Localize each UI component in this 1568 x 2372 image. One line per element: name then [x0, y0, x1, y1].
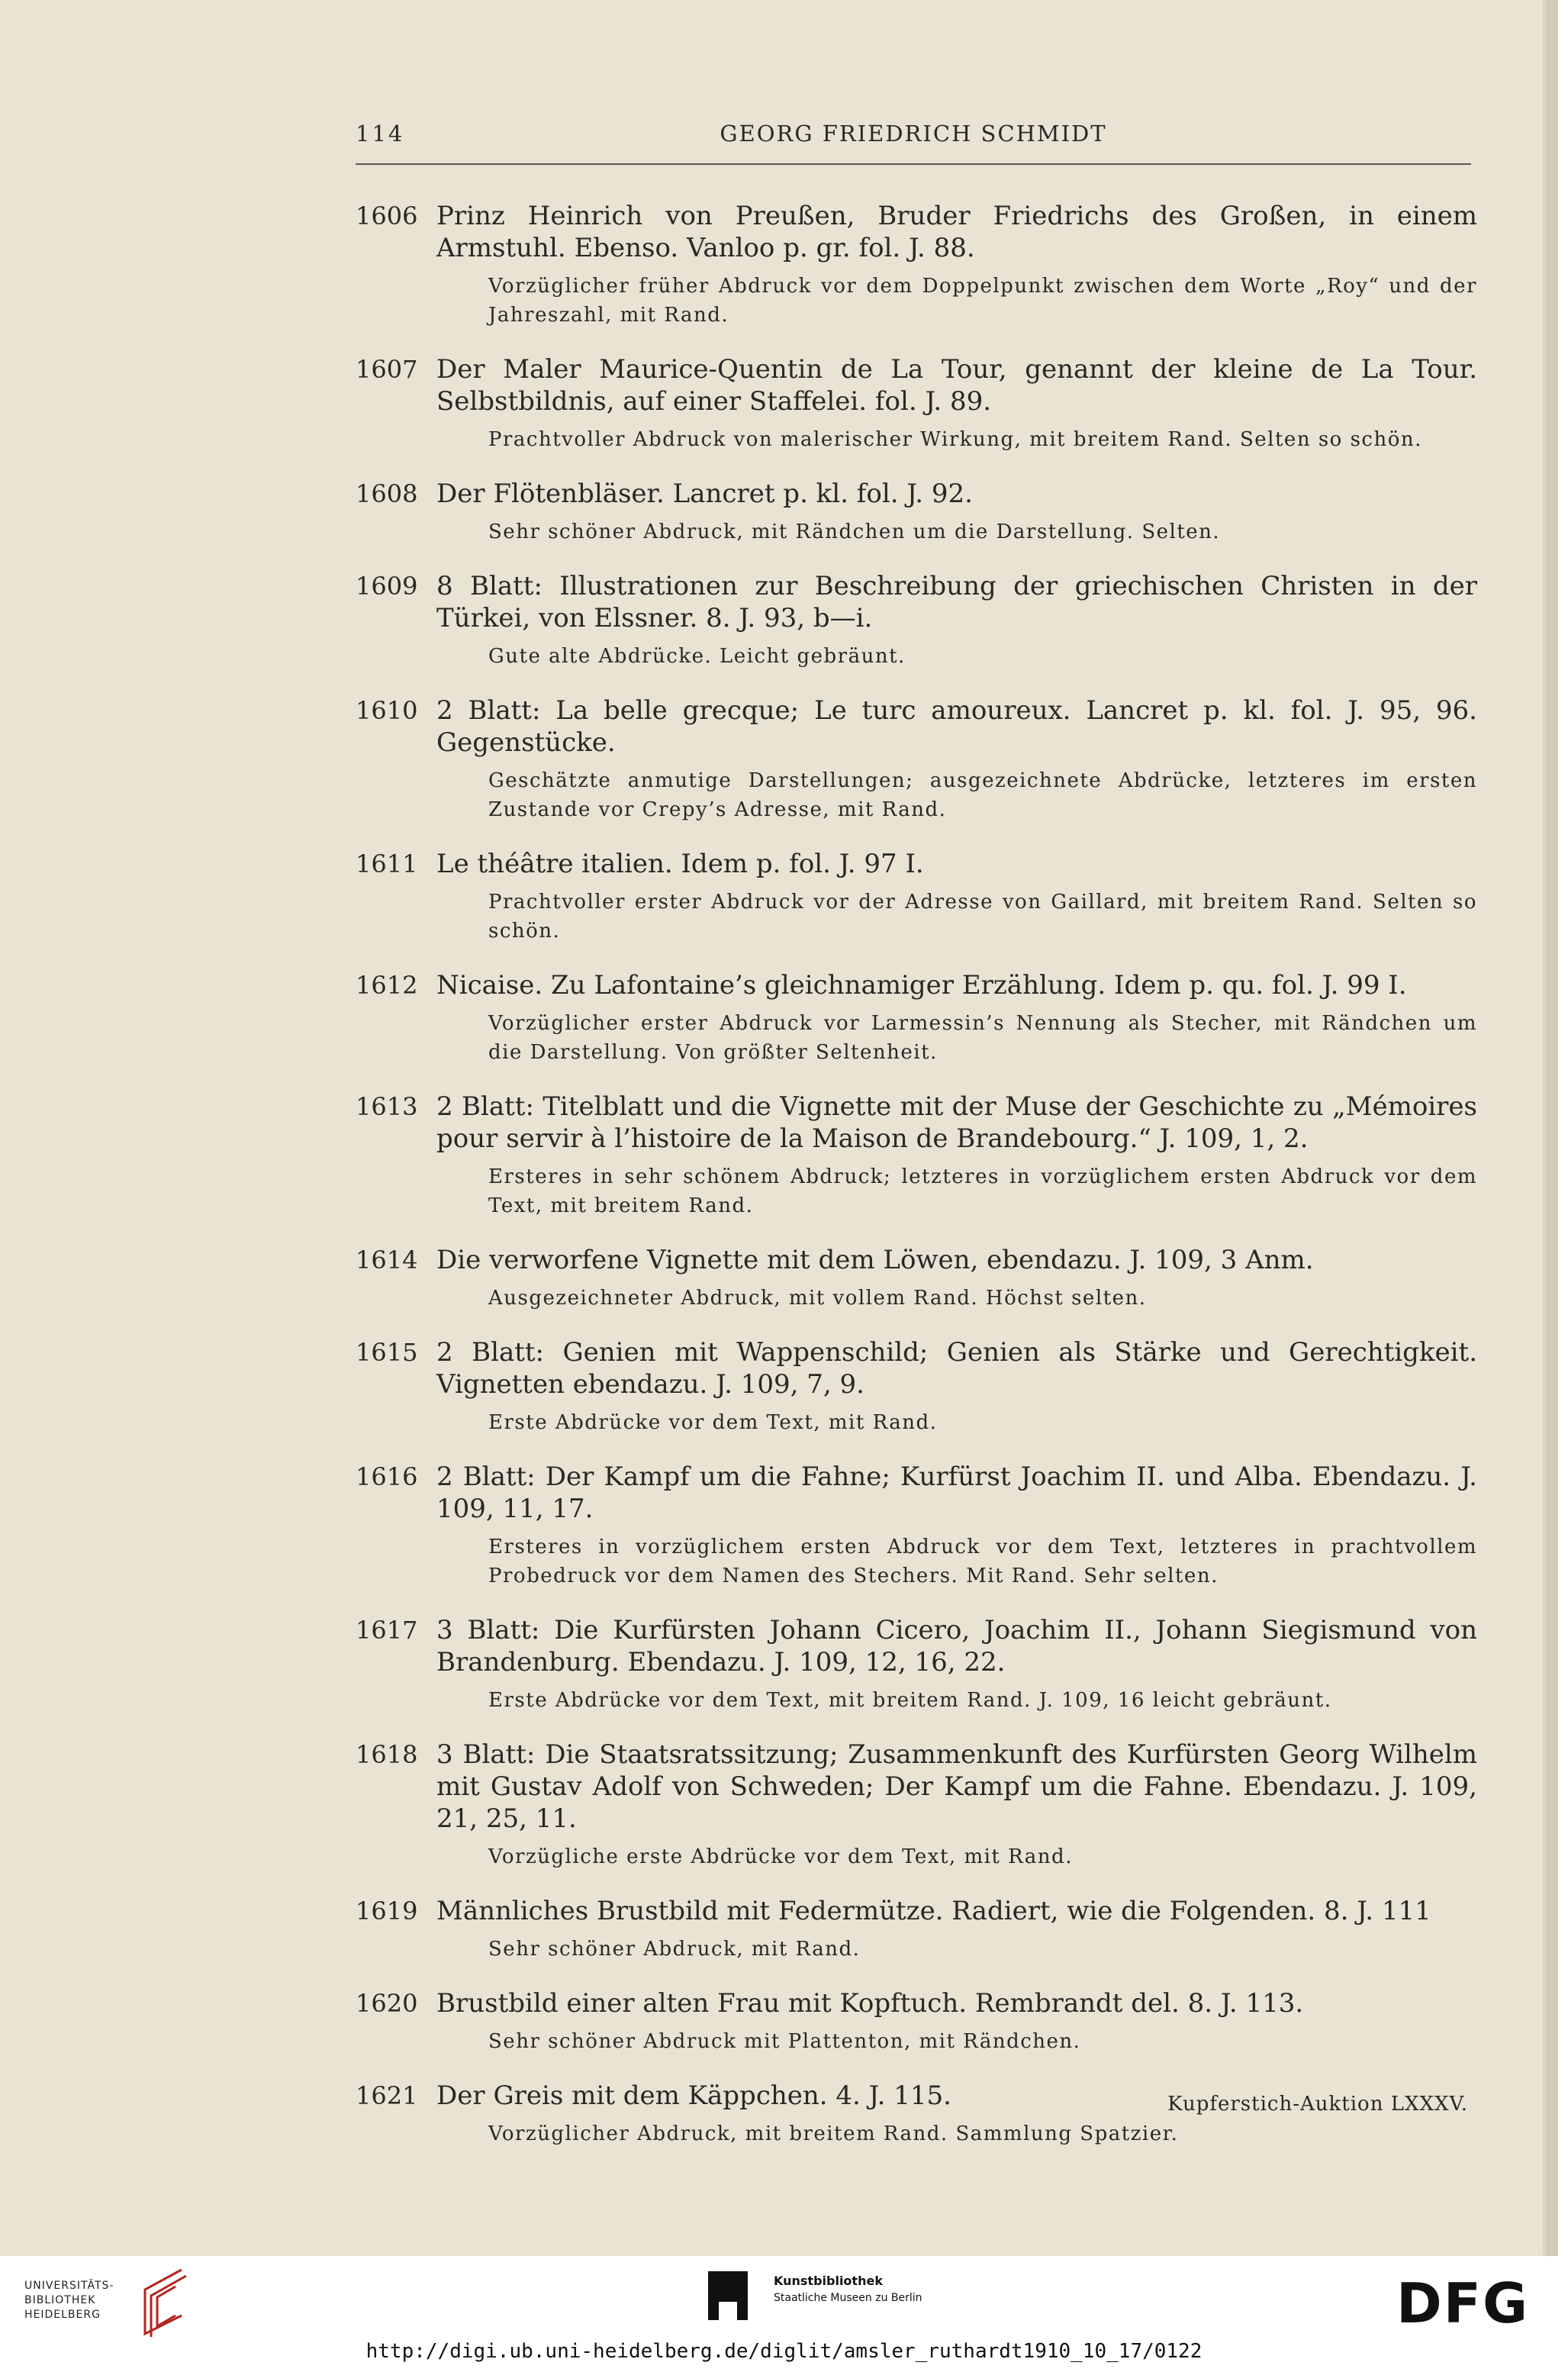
catalogue-entry — [356, 695, 1477, 824]
lot-title: 2 Blatt: Der Kampf um die Fahne; Kurfürst Joachim II. und Alba. Ebendazu. J. 109, 11, 17. — [436, 1462, 1477, 1524]
lot-title: Brustbild einer alten Frau mit Kopftuch. Rembrandt del. 8. J. 113. — [436, 1988, 1304, 2019]
lot-number: 1619 — [356, 1897, 418, 1926]
ub-line: HEIDELBERG — [24, 2309, 101, 2321]
lot-number: 1613 — [356, 1092, 418, 1121]
lot-description: Erste Abdrücke vor dem Text, mit Rand. — [488, 1411, 938, 1434]
lot-title: Prinz Heinrich von Preußen, Bruder Friedrichs des Großen, in einem Armstuhl. Ebenso. Vanloo p. gr. fol. J. 88. — [436, 201, 1477, 263]
page-header — [356, 121, 1471, 156]
lot-title: Der Maler Maurice-Quentin de La Tour, genannt der kleine de La Tour. Selbstbildnis, auf einer Staffelei. fol. J. 89. — [436, 354, 1477, 417]
kunstbibliothek-logo-text — [774, 2273, 922, 2306]
entry-main-line — [356, 1244, 1477, 1276]
lot-description: Ersteres in vorzüglichem ersten Abdruck vor dem Text, letzteres in prachtvollem Probedruck vor dem Namen des Stechers. Mit Rand. Sehr selten. — [488, 1536, 1477, 1587]
lot-description: Erste Abdrücke vor dem Text, mit breitem Rand. J. 109, 16 leicht gebräunt. — [488, 1689, 1332, 1712]
lot-number: 1617 — [356, 1616, 418, 1645]
catalogue-entry — [356, 570, 1477, 671]
lot-number: 1620 — [356, 1989, 418, 2018]
lot-title: Männliches Brustbild mit Federmütze. Radiert, wie die Folgenden. 8. J. 111 — [436, 1896, 1431, 1926]
lot-title: 2 Blatt: Titelblatt und die Vignette mit der Muse der Geschichte zu „Mémoires pour servir à l’histoire de la Maison de Brandebourg.“ J. 109, 1, 2. — [436, 1091, 1477, 1154]
ub-heidelberg-logo-text[interactable] — [24, 2279, 114, 2322]
catalogue-entry — [356, 848, 1477, 946]
entry-main-line — [356, 969, 1477, 1001]
entry-main-line — [356, 848, 1477, 880]
lot-title: Der Greis mit dem Käppchen. 4. J. 115. — [436, 2080, 951, 2111]
catalogue-entry — [356, 1614, 1477, 1715]
lot-description: Ersteres in sehr schönem Abdruck; letzteres in vorzüglichem ersten Abdruck vor dem Text, mit breitem Rand. — [488, 1165, 1477, 1217]
lot-title: Der Flötenbläser. Lancret p. kl. fol. J. 92. — [436, 479, 973, 509]
page-edge — [1546, 0, 1558, 2256]
catalogue-entry — [356, 1336, 1477, 1437]
catalogue-entry — [356, 1461, 1477, 1590]
lot-description: Prachtvoller Abdruck von malerischer Wirkung, mit breitem Rand. Selten so schön. — [488, 428, 1422, 451]
lot-title: 3 Blatt: Die Kurfürsten Johann Cicero, Joachim II., Johann Siegismund von Brandenburg. Ebendazu. J. 109, 12, 16, 22. — [436, 1615, 1477, 1677]
entry-main-line — [356, 570, 1477, 634]
lot-number: 1616 — [356, 1462, 418, 1491]
lot-number: 1618 — [356, 1740, 418, 1769]
entry-main-line — [356, 353, 1477, 417]
lot-number: 1611 — [356, 849, 418, 878]
catalogue-entries — [356, 200, 1477, 2172]
kb-subtitle: Staatliche Museen zu Berlin — [774, 2292, 922, 2304]
entry-main-line — [356, 478, 1477, 510]
lot-title: 2 Blatt: Genien mit Wappenschild; Genien als Stärke und Gerechtigkeit. Vignetten ebendazu. J. 109, 7, 9. — [436, 1337, 1477, 1400]
lot-description: Geschätzte anmutige Darstellungen; ausgezeichnete Abdrücke, letzteres im ersten Zustande vor Crepy’s Adresse, mit Rand. — [488, 769, 1477, 821]
lot-title: Die verworfene Vignette mit dem Löwen, ebendazu. J. 109, 3 Anm. — [436, 1245, 1314, 1275]
entry-main-line — [356, 200, 1477, 264]
lot-title: 8 Blatt: Illustrationen zur Beschreibung der griechischen Christen in der Türkei, von Elssner. 8. J. 93, b—i. — [436, 571, 1477, 633]
lot-description: Sehr schöner Abdruck, mit Rändchen um die Darstellung. Selten. — [488, 520, 1221, 543]
lot-number: 1610 — [356, 696, 418, 725]
kunstbibliothek-logo-icon[interactable] — [708, 2271, 748, 2320]
lot-title: 3 Blatt: Die Staatsratssitzung; Zusammenkunft des Kurfürsten Georg Wilhelm mit Gustav Adolf von Schweden; Der Kampf um die Fahne. Ebendazu. J. 109, 21, 25, 11. — [436, 1739, 1477, 1834]
catalogue-entry — [356, 478, 1477, 546]
lot-number: 1612 — [356, 971, 418, 1000]
catalogue-entry — [356, 200, 1477, 330]
kb-name: Kunstbibliothek — [774, 2274, 883, 2288]
ub-line: BIBLIOTHEK — [24, 2294, 96, 2306]
entry-main-line — [356, 1091, 1477, 1155]
running-title: GEORG FRIEDRICH SCHMIDT — [720, 121, 1107, 147]
lot-description: Ausgezeichneter Abdruck, mit vollem Rand. Höchst selten. — [488, 1287, 1147, 1310]
catalogue-entry — [356, 1091, 1477, 1220]
lot-description: Vorzügliche erste Abdrücke vor dem Text, mit Rand. — [488, 1845, 1073, 1868]
header-rule — [356, 163, 1471, 165]
catalogue-entry — [356, 353, 1477, 454]
catalogue-entry — [356, 1895, 1477, 1964]
entry-main-line — [356, 1614, 1477, 1678]
lot-number: 1614 — [356, 1246, 418, 1275]
lot-description: Vorzüglicher früher Abdruck vor dem Doppelpunkt zwischen dem Worte „Roy“ und der Jahreszahl, mit Rand. — [488, 275, 1477, 327]
lot-title: 2 Blatt: La belle grecque; Le turc amoureux. Lancret p. kl. fol. J. 95, 96. Gegenstücke. — [436, 695, 1477, 758]
lot-description: Sehr schöner Abdruck mit Plattenton, mit Rändchen. — [488, 2030, 1081, 2053]
lot-number: 1607 — [356, 355, 418, 384]
catalogue-entry — [356, 1739, 1477, 1871]
lot-number: 1606 — [356, 201, 418, 230]
catalogue-entry — [356, 1987, 1477, 2056]
entry-main-line — [356, 1739, 1477, 1835]
ub-line: UNIVERSITÄTS- — [24, 2280, 114, 2292]
entry-main-line — [356, 1987, 1477, 2019]
entry-main-line — [356, 695, 1477, 759]
catalogue-entry — [356, 969, 1477, 1067]
lot-title: Le théâtre italien. Idem p. fol. J. 97 I. — [436, 849, 924, 879]
lot-number: 1615 — [356, 1338, 418, 1367]
permalink-url[interactable]: http://digi.ub.uni-heidelberg.de/diglit/amsler_ruthardt1910_10_17/0122 — [365, 2340, 1203, 2363]
lot-description: Vorzüglicher Abdruck, mit breitem Rand. Sammlung Spatzier. — [488, 2122, 1179, 2145]
dfg-logo[interactable]: DFG — [1396, 2271, 1530, 2335]
lot-number: 1608 — [356, 479, 418, 508]
page-edge-shadow — [1543, 0, 1546, 2256]
lot-description: Vorzüglicher erster Abdruck vor Larmessin’s Nennung als Stecher, mit Rändchen um die Darstellung. Von größter Seltenheit. — [488, 1012, 1477, 1064]
catalogue-entry — [356, 1244, 1477, 1313]
lot-number: 1621 — [356, 2081, 418, 2110]
entry-main-line — [356, 1461, 1477, 1525]
lot-title: Nicaise. Zu Lafontaine’s gleichnamiger Erzählung. Idem p. qu. fol. J. 99 I. — [436, 970, 1407, 1001]
entry-main-line — [356, 1336, 1477, 1400]
entry-main-line — [356, 1895, 1477, 1927]
auction-footer: Kupferstich-Auktion LXXXV. — [1167, 2093, 1468, 2116]
ub-heidelberg-logo-icon[interactable] — [134, 2267, 191, 2340]
lot-description: Gute alte Abdrücke. Leicht gebräunt. — [488, 645, 906, 668]
page-number: 114 — [356, 121, 405, 147]
lot-description: Sehr schöner Abdruck, mit Rand. — [488, 1938, 861, 1961]
lot-description: Prachtvoller erster Abdruck vor der Adresse von Gaillard, mit breitem Rand. Selten so schön. — [488, 891, 1477, 943]
lot-number: 1609 — [356, 572, 418, 601]
